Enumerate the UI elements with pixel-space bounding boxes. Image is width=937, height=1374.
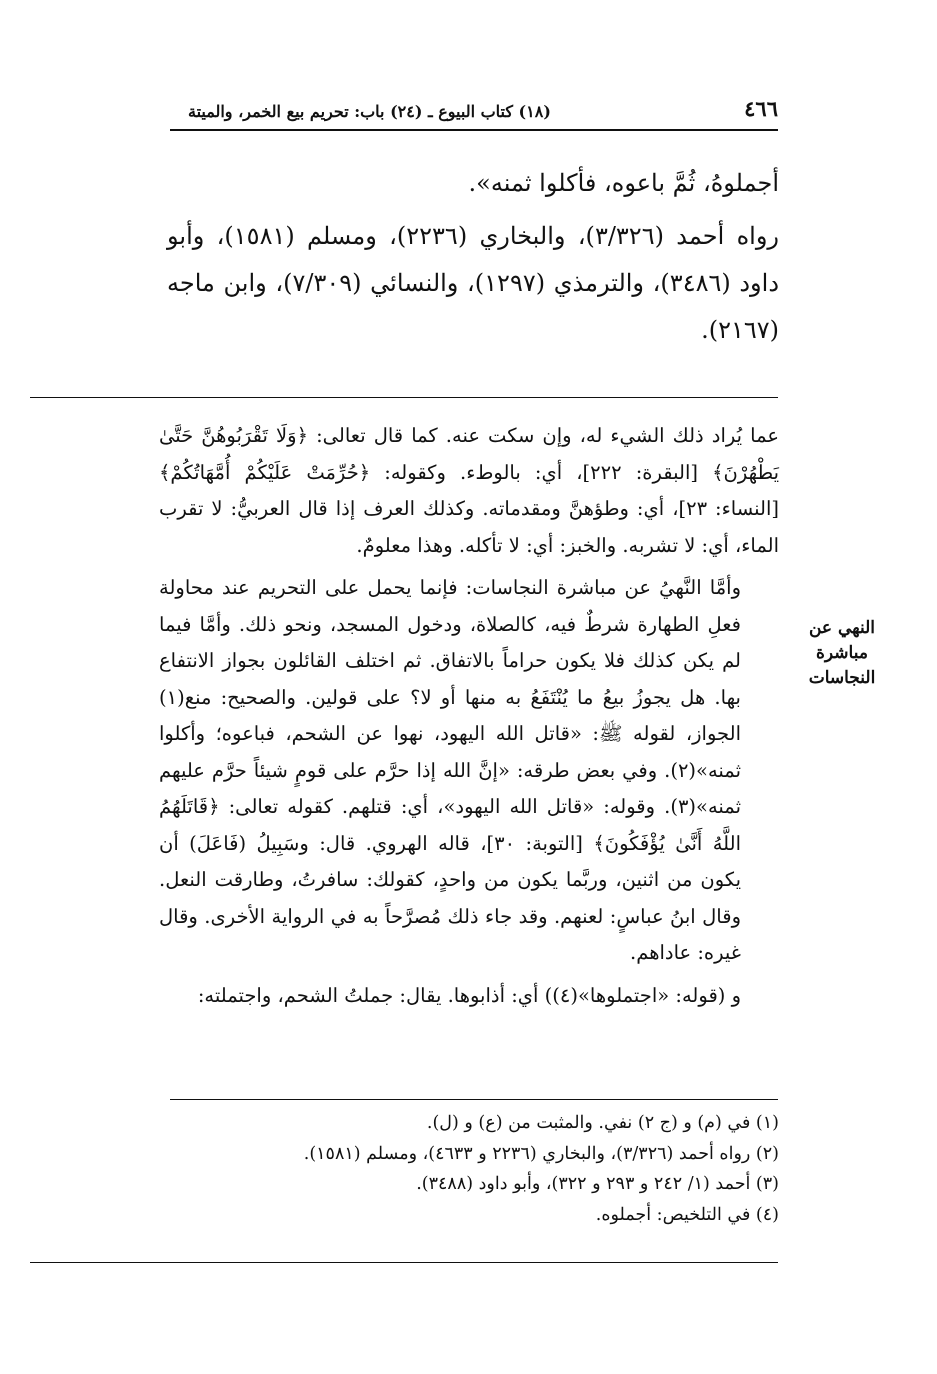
margin-note-line-3: النجاسات: [808, 668, 876, 688]
commentary-block: [159, 418, 779, 1014]
header-rule: [170, 129, 778, 131]
bottom-rule: [30, 1262, 778, 1263]
margin-note: [783, 616, 901, 691]
footnote-4: (٤) في التلخيص: أجملوه.: [595, 1204, 779, 1225]
hadith-text: أجملوهُ، ثُمَّ باعوه، فأكلوا ثمنه».: [468, 169, 779, 197]
commentary-paragraph-2: وأمَّا النَّهيُ عن مباشرة النجاسات: فإنما يحمل على التحريم عند محاولة فعلِ الطهارة شرطٌ فيه، كالصلاة، ودخول المسجد، ونحو ذلك. وأمَّا فيما لم يكن كذلك فلا يكون حراماً بالاتفاق. ثم اختلف القائلون بجواز الانتفاع بها. هل يجوزُ بيعُ ما يُنْتَفَعُ به منها أو لا؟ على قولين. والصحيح: منع(١) الجواز، لقوله ﷺ: «قاتل الله اليهود، نهوا عن الشحم، فباعوه؛ وأكلوا ثمنه»(٢). وفي بعض طرقه: «إنَّ الله إذا حرَّم على قومٍ شيئاً حرَّم عليهم ثمنه»(٣). وقوله: «قاتل الله اليهود»، أي: قتلهم. كقوله تعالى: ﴿قَاتَلَهُمُ اللَّهُ أَنَّىٰ يُؤْفَكُونَ﴾ [التوبة: ٣٠]، قاله الهروي. قال: وسَبِيلُ (فَاعَلَ) أن يكون من اثنين، وربَّما يكون من واحدٍ، كقولك: سافرتُ، وطارقت النعل. وقال ابنُ عباسٍ: لعنهم. وقد جاء ذلك مُصرَّحاً به في الرواية الأخرى. وقال غيره: عاداهم.: [159, 576, 742, 964]
footnotes: [167, 1108, 779, 1230]
running-head: (١٨) كتاب البيوع ـ (٢٤) باب: تحريم بيع الخمر، والميتة: [188, 102, 551, 121]
footnote-3: (٣) أحمد (١/ ٢٤٢ و ٢٩٣ و ٣٢٢)، وأبو داود (٣٤٨٨).: [416, 1174, 779, 1194]
page-header: [170, 96, 778, 128]
page-number: ٤٦٦: [744, 96, 778, 121]
footnote-1: (١) في (م) و (ج ٢) نفي. والمثبت من (ع) و (ل).: [426, 1113, 779, 1133]
hadith-source: رواه أحمد (٣/٣٢٦)، والبخاري (٢٢٣٦)، ومسلم (١٥٨١)، وأبو داود (٣٤٨٦)، والترمذي (١٢٩٧)، والنسائي (٧/٣٠٩)، وابن ماجه (٢١٦٧).: [167, 222, 780, 344]
commentary-paragraph-1: عما يُراد ذلك الشيء له، وإن سكت عنه. كما قال تعالى: ﴿وَلَا تَقْرَبُوهُنَّ حَتَّىٰ يَطْهُرْنَ﴾ [البقرة: ٢٢٢]، أي: بالوطء. وكقوله: ﴿حُرِّمَتْ عَلَيْكُمْ أُمَّهَاتُكُمْ﴾ [النساء: ٢٣]، أي: وطؤهنَّ ومقدماته. وكذلك العرف إذا قال العربيُّ: لا تقرب الماء، أي: لا تشربه. والخبز: أي: لا تأكله. وهذا معلومٌ.: [159, 424, 779, 557]
section-rule: [30, 397, 778, 398]
footnote-rule: [170, 1099, 778, 1100]
margin-note-line-2: مباشرة: [816, 643, 868, 663]
hadith-block: [167, 160, 779, 354]
commentary-paragraph-3: و (قوله: «اجتملوها»(٤)) أي: أذابوها. يقال: جملتُ الشحم، واجتملته:: [197, 983, 741, 1007]
footnote-2: (٢) رواه أحمد (٣/٣٢٦)، والبخاري (٢٢٣٦ و ٤٦٣٣)، ومسلم (١٥٨١).: [303, 1143, 779, 1164]
margin-note-line-1: النهي عن: [808, 618, 876, 638]
